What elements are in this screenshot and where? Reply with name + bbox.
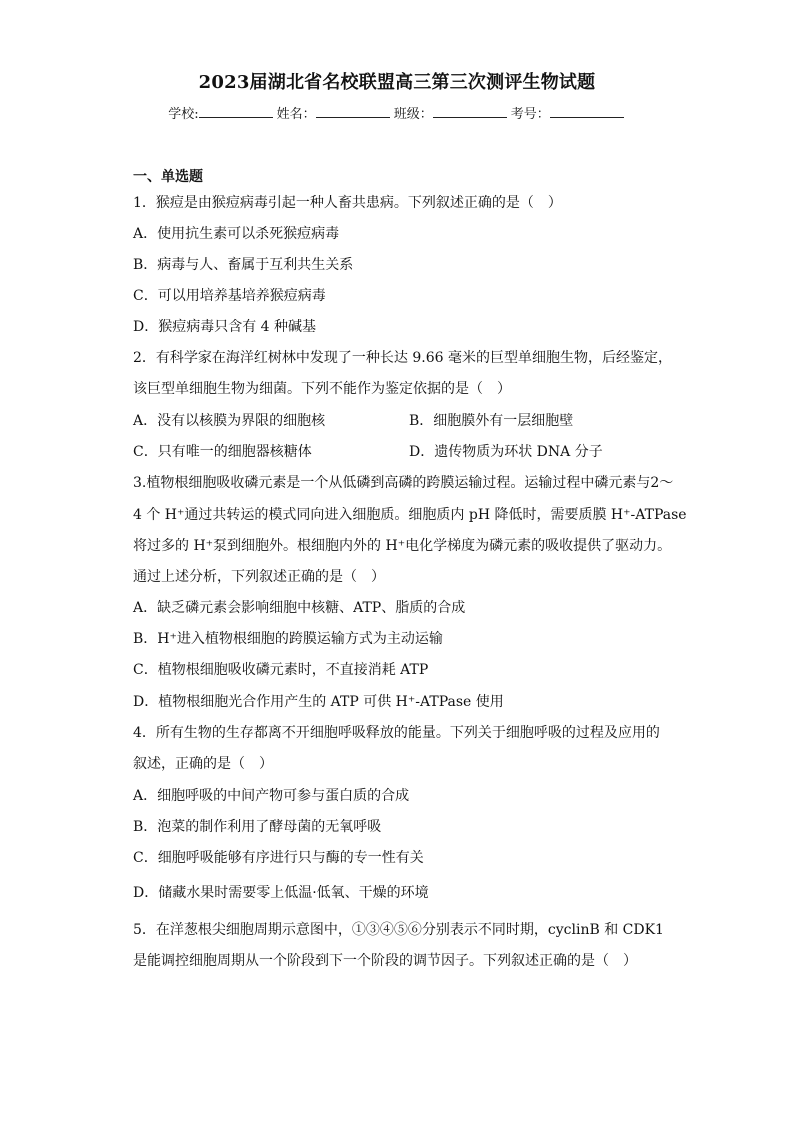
q1-option-a: A．使用抗生素可以杀死猴痘病毒 [133,226,340,242]
q3-stem-line3: 将过多的 H⁺泵到细胞外。根细胞内外的 H⁺电化学梯度为磷元素的吸收提供了驱动力。 [133,538,672,554]
q2-option-b: B．细胞膜外有一层细胞壁 [409,413,574,429]
q3-option-d: D．植物根细胞光合作用产生的 ATP 可供 H⁺-ATPase 使用 [133,694,504,710]
q1-option-d: D．猴痘病毒只含有 4 种碱基 [133,319,317,335]
q4-option-a: A．细胞呼吸的中间产物可参与蛋白质的合成 [133,788,410,804]
q3-stem-line2: 4 个 H⁺通过共转运的模式同向进入细胞质。细胞质内 pH 降低时，需要质膜 H⁺-ATPase [133,507,687,523]
name-label: 姓名： [276,107,316,122]
q3-stem-line4: 通过上述分析，下列叙述正确的是（ ） [133,569,385,585]
q4-stem-line1: 4．所有生物的生存都离不开细胞呼吸释放的能量。下列关于细胞呼吸的过程及应用的 [133,725,660,741]
q5-stem-line2: 是能调控细胞周期从一个阶段到下一个阶段的调节因子。下列叙述正确的是（ ） [133,953,637,969]
school-label: 学校: [168,107,199,122]
q3-option-b: B．H⁺进入植物根细胞的跨膜运输方式为主动运输 [133,631,443,647]
q2-option-a: A．没有以核膜为界限的细胞核 [133,413,326,429]
q5-stem-line1: 5．在洋葱根尖细胞周期示意图中，①③④⑤⑥分别表示不同时期，cyclinB 和 CDK1 [133,922,664,938]
q2-stem-line1: 2．有科学家在海洋红树林中发现了一种长达 9.66 毫米的巨型单细胞生物，后经鉴定， [133,350,672,366]
q1-option-b: B．病毒与人、畜属于互利共生关系 [133,257,354,273]
q3-stem-line1: 3.植物根细胞吸收磷元素是一个从低磷到高磷的跨膜运输过程。运输过程中磷元素与2～ [133,475,674,491]
name-blank[interactable] [316,105,390,118]
q2-option-c: C．只有唯一的细胞器核糖体 [133,444,312,460]
student-info-line [0,103,794,122]
q1-stem: 1．猴痘是由猴痘病毒引起一种人畜共患病。下列叙述正确的是（ ） [133,195,562,211]
q4-option-c: C．细胞呼吸能够有序进行只与酶的专一性有关 [133,850,424,866]
q1-option-c: C．可以用培养基培养猴痘病毒 [133,288,326,304]
exam-title: 2023届湖北省名校联盟高三第三次测评生物试题 [198,72,596,93]
class-label: 班级： [393,107,433,122]
q4-option-d: D．储藏水果时需要零上低温·低氧、干燥的环境 [133,885,429,901]
section-heading: 一、单选题 [133,169,203,185]
q3-option-a: A．缺乏磷元素会影响细胞中核糖、ATP、脂质的合成 [133,600,466,616]
q3-option-c: C．植物根细胞吸收磷元素时，不直接消耗 ATP [133,662,429,678]
q2-option-d: D．遗传物质为环状 DNA 分子 [409,444,603,460]
q4-stem-line2: 叙述，正确的是（ ） [133,756,273,772]
number-label: 考号： [510,107,550,122]
q2-stem-line2: 该巨型单细胞生物为细菌。下列不能作为鉴定依据的是（ ） [133,381,511,397]
number-blank[interactable] [550,105,624,118]
school-blank[interactable] [199,105,273,118]
q4-option-b: B．泡菜的制作利用了酵母菌的无氧呼吸 [133,819,382,835]
class-blank[interactable] [433,105,507,118]
